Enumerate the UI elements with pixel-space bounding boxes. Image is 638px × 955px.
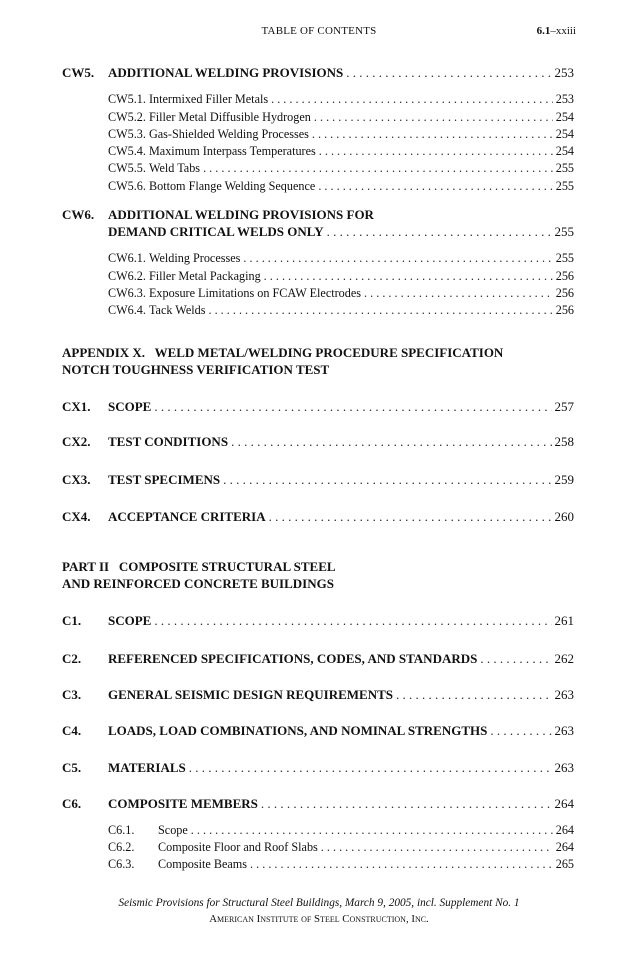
entry-title: Filler Metal Packaging [148, 269, 261, 283]
part-ii-heading [62, 558, 574, 592]
footer-publication-title: Seismic Provisions for Structural Steel Buildings [118, 897, 340, 909]
dot-leader [319, 143, 553, 160]
toc-entry-cw5-4[interactable] [108, 143, 574, 160]
entry-number: C6.1. [108, 823, 135, 837]
entry-page: 254 [555, 110, 574, 124]
entry-page: 257 [554, 399, 574, 414]
entry-number: CW6.1. [108, 251, 146, 265]
entry-title: REFERENCED SPECIFICATIONS, CODES, AND STANDARDS [108, 651, 478, 666]
dot-leader [269, 508, 552, 525]
dot-leader [189, 759, 552, 776]
entry-title: ACCEPTANCE CRITERIA [108, 509, 266, 524]
entry-number: CX4. [62, 509, 91, 524]
dot-leader [490, 722, 551, 739]
entry-title: Bottom Flange Welding Sequence [148, 179, 316, 193]
entry-page: 258 [554, 434, 574, 449]
entry-title: Maximum Interpass Temperatures [148, 144, 316, 158]
toc-entry-cx3[interactable] [62, 471, 574, 488]
toc-entry-c4[interactable] [62, 722, 574, 739]
entry-number: C6. [62, 796, 82, 811]
entry-page: 265 [555, 857, 574, 871]
appendix-x-heading-line2: NOTCH TOUGHNESS VERIFICATION TEST [62, 362, 330, 377]
dot-leader [203, 160, 553, 177]
footer-publisher: American Institute of Steel Construction, Inc. [209, 913, 429, 925]
entry-title: MATERIALS [108, 760, 186, 775]
toc-entry-c6-3[interactable] [108, 856, 574, 873]
dot-leader [396, 686, 552, 703]
toc-entry-cw6-1[interactable] [108, 250, 574, 267]
dot-leader [327, 223, 552, 240]
toc-entry-cx1[interactable] [62, 398, 574, 415]
entry-page: 255 [555, 251, 574, 265]
dot-leader [208, 302, 552, 319]
entry-title: Composite Beams [158, 857, 248, 871]
toc-entry-c5[interactable] [62, 759, 574, 776]
footer-date: , March 9, 2005, incl. Supplement No. 1 [339, 897, 520, 909]
entry-page: 263 [554, 687, 574, 702]
entry-page: 253 [555, 92, 574, 106]
toc-entry-cw6-2[interactable] [108, 268, 574, 285]
entry-number: CW5.6. [108, 179, 146, 193]
entry-title: GENERAL SEISMIC DESIGN REQUIREMENTS [108, 687, 393, 702]
entry-page: 259 [554, 472, 574, 487]
entry-number: CW6. [62, 207, 95, 222]
dot-leader [480, 650, 551, 667]
entry-page: 264 [555, 823, 574, 837]
entry-title: Gas-Shielded Welding Processes [148, 127, 309, 141]
entry-title: SCOPE [108, 613, 152, 628]
toc-entry-cw6-heading [62, 206, 574, 223]
running-head-page-chapter: 6.1 [536, 25, 551, 37]
toc-entry-cw5[interactable] [62, 64, 574, 81]
toc-entry-cw5-6[interactable] [108, 178, 574, 195]
dot-leader [191, 822, 553, 839]
entry-number: C6.3. [108, 857, 135, 871]
entry-page: 263 [554, 760, 574, 775]
dot-leader [223, 471, 551, 488]
entry-number: C2. [62, 651, 82, 666]
entry-number: C1. [62, 613, 82, 628]
toc-entry-c2[interactable] [62, 650, 574, 667]
entry-page: 261 [554, 613, 574, 628]
entry-number: CW6.4. [108, 303, 146, 317]
entry-page: 254 [555, 144, 574, 158]
entry-title: Exposure Limitations on FCAW Electrodes [148, 286, 362, 300]
toc-entry-cx4[interactable] [62, 508, 574, 525]
toc-entry-c1[interactable] [62, 612, 574, 629]
dot-leader [318, 178, 552, 195]
entry-title: Welding Processes [148, 251, 241, 265]
entry-title: TEST SPECIMENS [108, 472, 221, 487]
dot-leader [264, 268, 553, 285]
dot-leader [231, 433, 551, 450]
toc-entry-c6[interactable] [62, 795, 574, 812]
entry-title: SCOPE [108, 399, 152, 414]
entry-title-line1: ADDITIONAL WELDING PROVISIONS FOR [108, 207, 374, 222]
dot-leader [243, 250, 552, 267]
appendix-x-heading [62, 344, 574, 378]
toc-entry-c6-2[interactable] [108, 839, 574, 856]
entry-number: CW6.2. [108, 269, 146, 283]
entry-page: 256 [555, 303, 574, 317]
entry-number: CX3. [62, 472, 91, 487]
entry-page: 264 [554, 796, 574, 811]
dot-leader [314, 109, 553, 126]
entry-page: 256 [555, 269, 574, 283]
entry-number: CW6.3. [108, 286, 146, 300]
entry-number: CX2. [62, 434, 91, 449]
entry-number: CW5.4. [108, 144, 146, 158]
toc-entry-cw5-5[interactable] [108, 160, 574, 177]
entry-page: 253 [554, 65, 574, 80]
entry-title: Scope [158, 823, 188, 837]
toc-entry-c6-1[interactable] [108, 822, 574, 839]
dot-leader [346, 64, 551, 81]
entry-title: Intermixed Filler Metals [148, 92, 269, 106]
dot-leader [250, 856, 553, 873]
entry-title: Filler Metal Diffusible Hydrogen [148, 110, 311, 124]
part-ii-heading-line1: PART II COMPOSITE STRUCTURAL STEEL [62, 559, 336, 574]
entry-number: CX1. [62, 399, 91, 414]
entry-title: LOADS, LOAD COMBINATIONS, AND NOMINAL STRENGTHS [108, 723, 488, 738]
toc-entry-cw6[interactable] [108, 223, 574, 240]
entry-page: 255 [555, 179, 574, 193]
toc-entry-c3[interactable] [62, 686, 574, 703]
appendix-x-heading-line1: APPENDIX X. WELD METAL/WELDING PROCEDURE SPECIFICATION [62, 345, 504, 360]
toc-entry-cw5-3[interactable] [108, 126, 574, 143]
toc-entry-cw5-1[interactable] [108, 91, 574, 108]
entry-number: C3. [62, 687, 82, 702]
entry-number: CW5.2. [108, 110, 146, 124]
entry-number: CW5.5. [108, 161, 146, 175]
dot-leader [261, 795, 552, 812]
entry-title: Composite Floor and Roof Slabs [158, 840, 318, 854]
entry-page: 256 [555, 286, 574, 300]
entry-page: 255 [555, 161, 574, 175]
entry-title: COMPOSITE MEMBERS [108, 796, 258, 811]
entry-number: CW5. [62, 65, 95, 80]
entry-title: Tack Welds [148, 303, 206, 317]
entry-title: Weld Tabs [148, 161, 201, 175]
entry-page: 264 [555, 840, 574, 854]
toc-entry-cw5-2[interactable] [108, 109, 574, 126]
entry-page: 262 [554, 651, 574, 666]
entry-page: 260 [554, 509, 574, 524]
dot-leader [154, 398, 551, 415]
running-head-page-number: –xxiii [550, 25, 576, 37]
entry-number: C4. [62, 723, 82, 738]
entry-page: 255 [554, 224, 574, 239]
dot-leader [154, 612, 551, 629]
footer-citation [0, 897, 638, 909]
toc-entry-cw6-3[interactable] [108, 285, 574, 302]
toc-entry-cx2[interactable] [62, 433, 574, 450]
dot-leader [312, 126, 553, 143]
entry-number: CW5.3. [108, 127, 146, 141]
entry-page: 254 [555, 127, 574, 141]
entry-title: ADDITIONAL WELDING PROVISIONS [108, 65, 344, 80]
dot-leader [364, 285, 553, 302]
dot-leader [321, 839, 553, 856]
entry-number: C5. [62, 760, 82, 775]
running-head [0, 25, 638, 41]
running-head-page [537, 25, 576, 37]
running-head-title: TABLE OF CONTENTS [261, 25, 377, 37]
dot-leader [271, 91, 553, 108]
entry-title-line2: DEMAND CRITICAL WELDS ONLY [108, 224, 324, 239]
entry-title: TEST CONDITIONS [108, 434, 229, 449]
entry-number: CW5.1. [108, 92, 146, 106]
part-ii-heading-line2: AND REINFORCED CONCRETE BUILDINGS [62, 576, 334, 591]
entry-page: 263 [554, 723, 574, 738]
toc-entry-cw6-4[interactable] [108, 302, 574, 319]
entry-number: C6.2. [108, 840, 135, 854]
